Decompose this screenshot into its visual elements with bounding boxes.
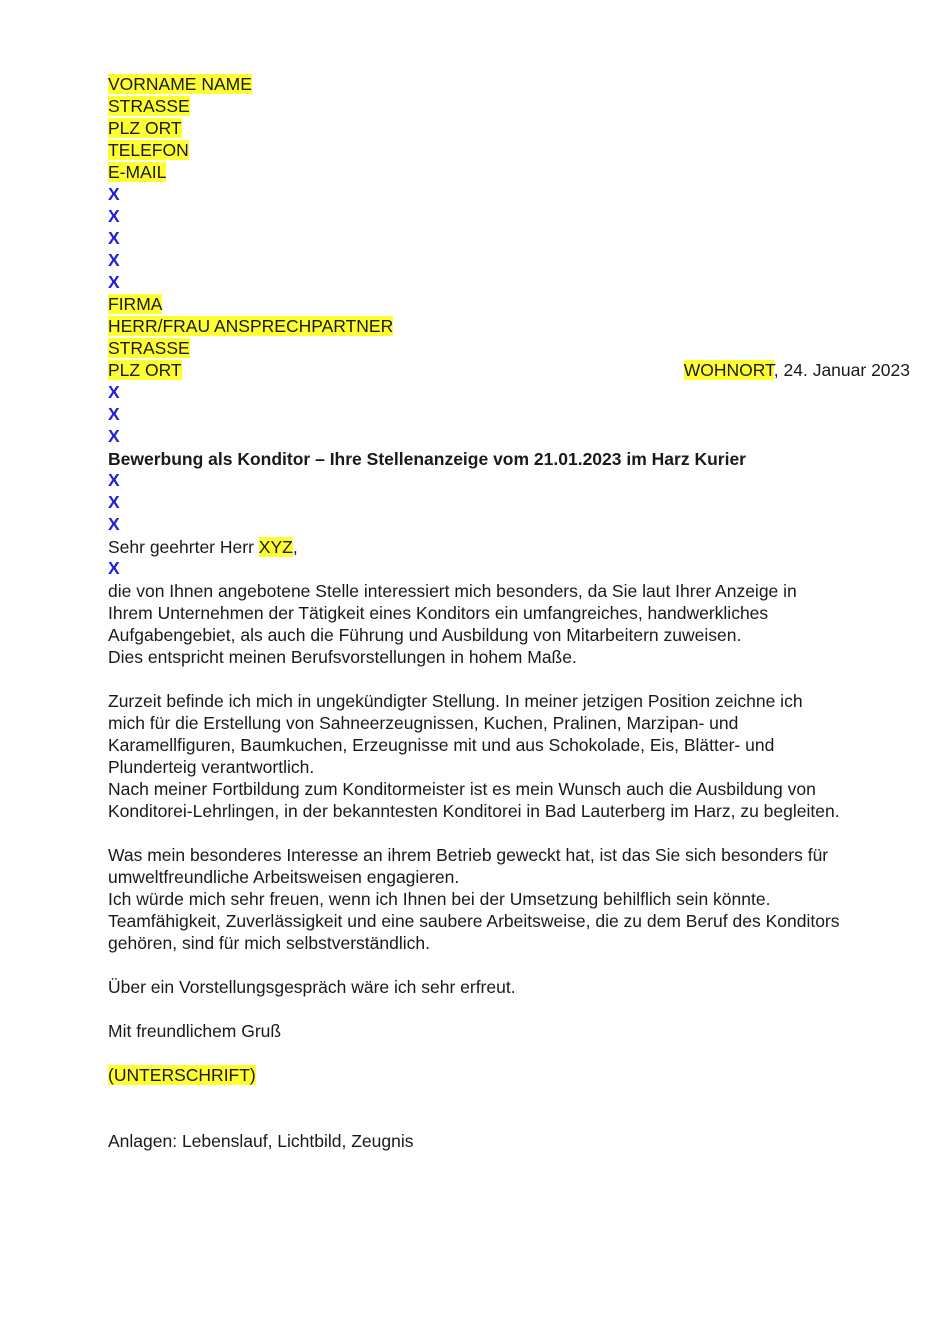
body-line: Konditorei-Lehrlingen, in der bekanntesten Konditorei in Bad Lauterberg im Harz, zu begleiten. [108, 801, 840, 821]
sender-phone: TELEFON [108, 140, 189, 160]
placeholder-mark: X [108, 492, 120, 512]
recipient-contact: HERR/FRAU ANSPRECHPARTNER [108, 316, 394, 336]
body-line: Dies entspricht meinen Berufsvorstellungen in hohem Maße. [108, 647, 577, 667]
placeholder-mark: X [108, 382, 120, 402]
sender-email: E-MAIL [108, 162, 167, 182]
date-place: WOHNORT [683, 360, 774, 380]
placeholder-mark: X [108, 404, 120, 424]
recipient-street: STRASSE [108, 338, 190, 358]
placeholder-mark: X [108, 470, 120, 490]
body-line: Ich würde mich sehr freuen, wenn ich Ihnen bei der Umsetzung behilflich sein könnte. [108, 889, 771, 909]
body-line: gehören, sind für mich selbstverständlich. [108, 933, 430, 953]
placeholder-mark: X [108, 272, 120, 292]
salutation-name: XYZ [258, 537, 293, 557]
body-line: Ihrem Unternehmen der Tätigkeit eines Konditors ein umfangreiches, handwerkliches [108, 603, 769, 623]
body-line: umweltfreundliche Arbeitsweisen engagieren. [108, 867, 460, 887]
body-line: Nach meiner Fortbildung zum Konditormeister ist es mein Wunsch auch die Ausbildung von [108, 779, 816, 799]
placeholder-mark: X [108, 426, 120, 446]
body-line: Zurzeit befinde ich mich in ungekündigter Stellung. In meiner jetzigen Position zeichne ich [108, 691, 803, 711]
body-line: Karamellfiguren, Baumkuchen, Erzeugnisse mit und aus Schokolade, Eis, Blätter- und [108, 735, 775, 755]
body-line: die von Ihnen angebotene Stelle interessiert mich besonders, da Sie laut Ihrer Anzeige in [108, 581, 797, 601]
placeholder-mark: X [108, 514, 120, 534]
salutation: Sehr geehrter Herr XYZ, [108, 537, 298, 557]
body-line: Über ein Vorstellungsgespräch wäre ich sehr erfreut. [108, 977, 516, 997]
placeholder-mark: X [108, 206, 120, 226]
recipient-company: FIRMA [108, 294, 163, 314]
body-line: mich für die Erstellung von Sahneerzeugnissen, Kuchen, Pralinen, Marzipan- und [108, 713, 739, 733]
letter-subject: Bewerbung als Konditor – Ihre Stellenanzeige vom 21.01.2023 im Harz Kurier [108, 449, 746, 469]
placeholder-mark: X [108, 228, 120, 248]
sender-city: PLZ ORT [108, 118, 182, 138]
closing: Mit freundlichem Gruß [108, 1021, 282, 1041]
sender-name: VORNAME NAME [108, 74, 252, 94]
body-line: Aufgabengebiet, als auch die Führung und Ausbildung von Mitarbeitern zuweisen. [108, 625, 742, 645]
body-line: Was mein besonderes Interesse an ihrem Betrieb geweckt hat, ist das Sie sich besonders für [108, 845, 829, 865]
placeholder-mark: X [108, 250, 120, 270]
placeholder-mark: X [108, 184, 120, 204]
placeholder-mark: X [108, 558, 120, 578]
sender-street: STRASSE [108, 96, 190, 116]
date-line [684, 360, 910, 381]
body-line: Plunderteig verantwortlich. [108, 757, 315, 777]
date-text: , 24. Januar 2023 [773, 360, 910, 380]
recipient-city: PLZ ORT [108, 360, 182, 380]
signature-placeholder: (UNTERSCHRIFT) [108, 1065, 256, 1085]
attachments: Anlagen: Lebenslauf, Lichtbild, Zeugnis [108, 1131, 414, 1151]
body-line: Teamfähigkeit, Zuverlässigkeit und eine saubere Arbeitsweise, die zu dem Beruf des Konditors [108, 911, 840, 931]
